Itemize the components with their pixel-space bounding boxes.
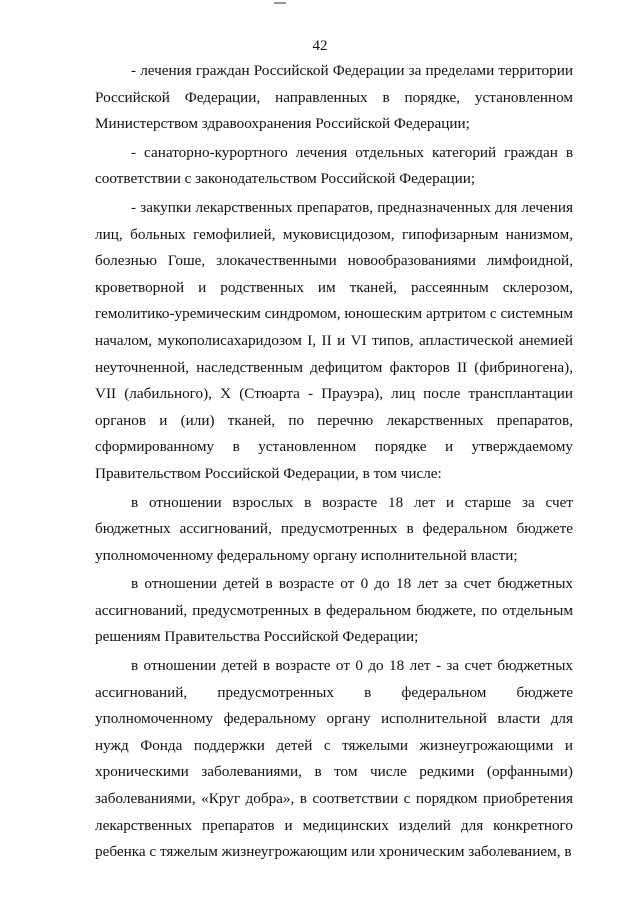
paragraph: - санаторно-курортного лечения отдельных категорий граждан в соответствии с законодательством Российской Федерации;	[95, 143, 573, 188]
paragraph: в отношении детей в возрасте от 0 до 18 лет за счет бюджетных ассигнований, предусмотренных в федеральном бюджете, по отдельным решениям Правительства Российской Федерации;	[95, 575, 573, 646]
paragraph: - закупки лекарственных препаратов, предназначенных для лечения лиц, больных гемофилией, муковисцидозом, гипофизарным нанизмом, болезнью Гоше, злокачественными новообразованиями лимфоидной, кроветворной и родственных им тканей, рассеянным склерозом, гемолитико-уремическим синдромом, юношеским артритом с системным началом, мукополисахаридозом I, II и VI типов, апластической анемией неуточненной, наследственным дефицитом факторов II (фибриногена), VII (лабильного), X (Стюарта - Прауэра), лиц после трансплантации органов и (или) тканей, по перечню лекарственных препаратов, сформированному в установленном порядке и утверждаемому Правительством Российской Федерации, в том числе:	[95, 198, 573, 482]
paragraph: - лечения граждан Российской Федерации за пределами территории Российской Федерации, направленных в порядке, установленном Министерством здравоохранения Российской Федерации;	[95, 62, 573, 133]
body-text	[95, 58, 573, 866]
scan-mark	[274, 2, 286, 4]
paragraph: в отношении взрослых в возрасте 18 лет и старше за счет бюджетных ассигнований, предусмотренных в федеральном бюджете уполномоченному федеральному органу исполнительной власти;	[95, 493, 573, 564]
page-number: 42	[312, 38, 328, 54]
paragraph: в отношении детей в возрасте от 0 до 18 лет - за счет бюджетных ассигнований, предусмотренных в федеральном бюджете уполномоченному федеральному органу исполнительной власти для нужд Фонда поддержки детей с тяжелыми жизнеугрожающими и хроническими заболеваниями, в том числе редкими (орфанными) заболеваниями, «Круг добра», в соответствии с порядком приобретения лекарственных препаратов и медицинских изделий для конкретного ребенка с тяжелым жизнеугрожающим или хроническим заболеванием, в	[95, 657, 573, 861]
